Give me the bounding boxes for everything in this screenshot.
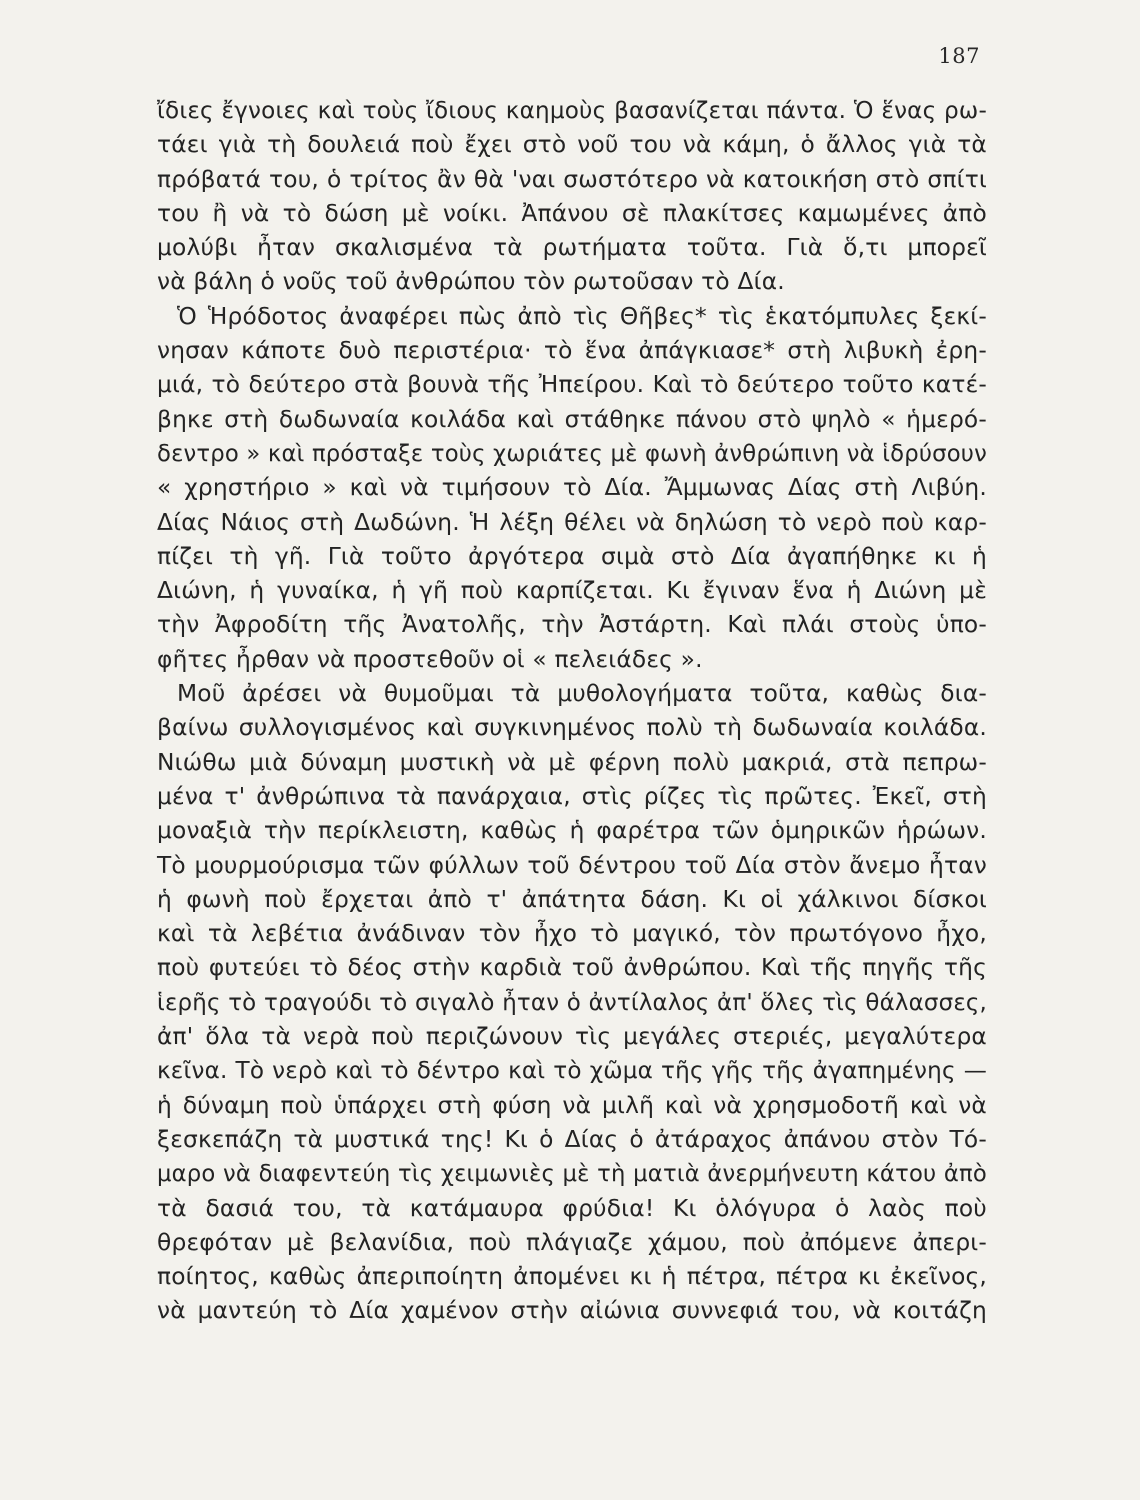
text-line: κεῖνα. Τὸ νερὸ καὶ τὸ δέντρο καὶ τὸ χῶμα τῆς γῆς τῆς ἀγαπημένης — (157, 1058, 987, 1085)
text-line: ξεσκεπάζη τὰ μυστικά της! Κι ὁ Δίας ὁ ἀτάραχος ἀπάνου στὸν Τό- (157, 1125, 987, 1153)
text-line: νησαν κάποτε δυὸ περιστέρια· τὸ ἕνα ἀπάγκιασε* στὴ λιβυκὴ ἐρη- (157, 337, 987, 365)
text-line: νὰ βάλη ὁ νοῦς τοῦ ἀνθρώπου τὸν ρωτοῦσαν τὸ Δία. (157, 268, 785, 296)
text-line: πίζει τὴ γῆ. Γιὰ τοῦτο ἀργότερα σιμὰ στὸ Δία ἀγαπήθηκε κι ἡ (157, 542, 987, 570)
text-line: ἡ φωνὴ ποὺ ἔρχεται ἀπὸ τ' ἀπάτητα δάση. Κι οἱ χάλκινοι δίσκοι (157, 885, 987, 913)
text-line: Μοῦ ἀρέσει νὰ θυμοῦμαι τὰ μυθολογήματα τοῦτα, καθὼς δια- (177, 680, 987, 708)
text-line: ἱερῆς τὸ τραγούδι τὸ σιγαλὸ ἦταν ὁ ἀντίλαλος ἀπ' ὅλες τὶς θάλασσες, (157, 989, 987, 1016)
text-line: τὰ δασιά του, τὰ κατάμαυρα φρύδια! Κι ὁλόγυρα ὁ λαὸς ποὺ (157, 1194, 987, 1222)
text-line: μένα τ' ἀνθρώπινα τὰ πανάρχαια, στὶς ρίζες τὶς πρῶτες. Ἐκεῖ, στὴ (157, 782, 987, 810)
text-line: μιά, τὸ δεύτερο στὰ βουνὰ τῆς Ἠπείρου. Καὶ τὸ δεύτερο τοῦτο κατέ- (157, 371, 987, 399)
text-line: ποὺ φυτεύει τὸ δέος στὴν καρδιὰ τοῦ ἀνθρώπου. Καὶ τῆς πηγῆς τῆς (157, 954, 987, 982)
text-line: Νιώθω μιὰ δύναμη μυστικὴ νὰ μὲ φέρνη πολὺ μακριά, στὰ πεπρω- (157, 748, 987, 776)
text-line: βηκε στὴ δωδωναία κοιλάδα καὶ στάθηκε πάνου στὸ ψηλὸ « ἡμερό- (157, 405, 987, 433)
text-line: Δίας Νάιος στὴ Δωδώνη. Ἡ λέξη θέλει νὰ δηλώση τὸ νερὸ ποὺ καρ- (157, 508, 987, 536)
text-line: ἴδιες ἔγνοιες καὶ τοὺς ἴδιους καημοὺς βασανίζεται πάντα. Ὁ ἕνας ρω- (157, 98, 987, 124)
text-line: μοναξιὰ τὴν περίκλειστη, καθὼς ἡ φαρέτρα τῶν ὁμηρικῶν ἡρώων. (157, 817, 987, 845)
text-line: δεντρο » καὶ πρόσταξε τοὺς χωριάτες μὲ φωνὴ ἀνθρώπινη νὰ ἱδρύσουν (157, 440, 987, 467)
text-line: ἀπ' ὅλα τὰ νερὰ ποὺ περιζώνουν τὶς μεγάλες στεριές, μεγαλύτερα (157, 1023, 987, 1051)
text-line: Τὸ μουρμούρισμα τῶν φύλλων τοῦ δέντρου τοῦ Δία στὸν ἄνεμο ἦταν (157, 851, 987, 879)
text-line: μολύβι ἦταν σκαλισμένα τὰ ρωτήματα τοῦτα. Γιὰ ὅ,τι μπορεῖ (157, 234, 987, 262)
text-line: Ὁ Ἡρόδοτος ἀναφέρει πὼς ἀπὸ τὶς Θῆβες* τὶς ἑκατόμπυλες ξεκί- (177, 302, 987, 330)
text-line: τάει γιὰ τὴ δουλειά ποὺ ἔχει στὸ νοῦ του νὰ κάμη, ὁ ἄλλος γιὰ τὰ (157, 131, 987, 159)
text-line: βαίνω συλλογισμένος καὶ συγκινημένος πολὺ τὴ δωδωναία κοιλάδα. (157, 714, 987, 742)
text-line: τὴν Ἀφροδίτη τῆς Ἀνατολῆς, τὴν Ἀστάρτη. Καὶ πλάι στοὺς ὑπο- (157, 611, 987, 639)
text-line: μαρο νὰ διαφεντεύη τὶς χειμωνιὲς μὲ τὴ ματιὰ ἀνερμήνευτη κάτου ἀπὸ (157, 1161, 987, 1188)
text-line: ποίητος, καθὼς ἀπεριποίητη ἀπομένει κι ἡ πέτρα, πέτρα κι ἐκεῖνος, (157, 1263, 987, 1291)
text-line: Διώνη, ἡ γυναίκα, ἡ γῆ ποὺ καρπίζεται. Κι ἔγιναν ἕνα ἡ Διώνη μὲ (157, 577, 987, 605)
body-text (157, 94, 987, 1329)
text-line: ἡ δύναμη ποὺ ὑπάρχει στὴ φύση νὰ μιλῆ καὶ νὰ χρησμοδοτῆ καὶ νὰ (157, 1091, 987, 1119)
text-line: « χρηστήριο » καὶ νὰ τιμήσουν τὸ Δία. Ἄμμωνας Δίας στὴ Λιβύη. (157, 474, 987, 502)
text-line: του ἢ νὰ τὸ δώση μὲ νοίκι. Ἀπάνου σὲ πλακίτσες καμωμένες ἀπὸ (157, 199, 987, 227)
text-line: φῆτες ἦρθαν νὰ προστεθοῦν οἱ « πελειάδες ». (157, 645, 703, 673)
text-line: πρόβατά του, ὁ τρίτος ἂν θὰ 'ναι σωστότερο νὰ κατοικήση στὸ σπίτι (157, 165, 987, 193)
page-number: 187 (938, 44, 980, 68)
text-line: νὰ μαντεύη τὸ Δία χαμένον στὴν αἰώνια συννεφιά του, νὰ κοιτάζη (157, 1297, 987, 1325)
text-line: θρεφόταν μὲ βελανίδια, ποὺ πλάγιαζε χάμου, ποὺ ἀπόμενε ἀπερι- (157, 1228, 987, 1256)
text-line: καὶ τὰ λεβέτια ἀνάδιναν τὸν ἦχο τὸ μαγικό, τὸν πρωτόγονο ἦχο, (157, 920, 987, 948)
